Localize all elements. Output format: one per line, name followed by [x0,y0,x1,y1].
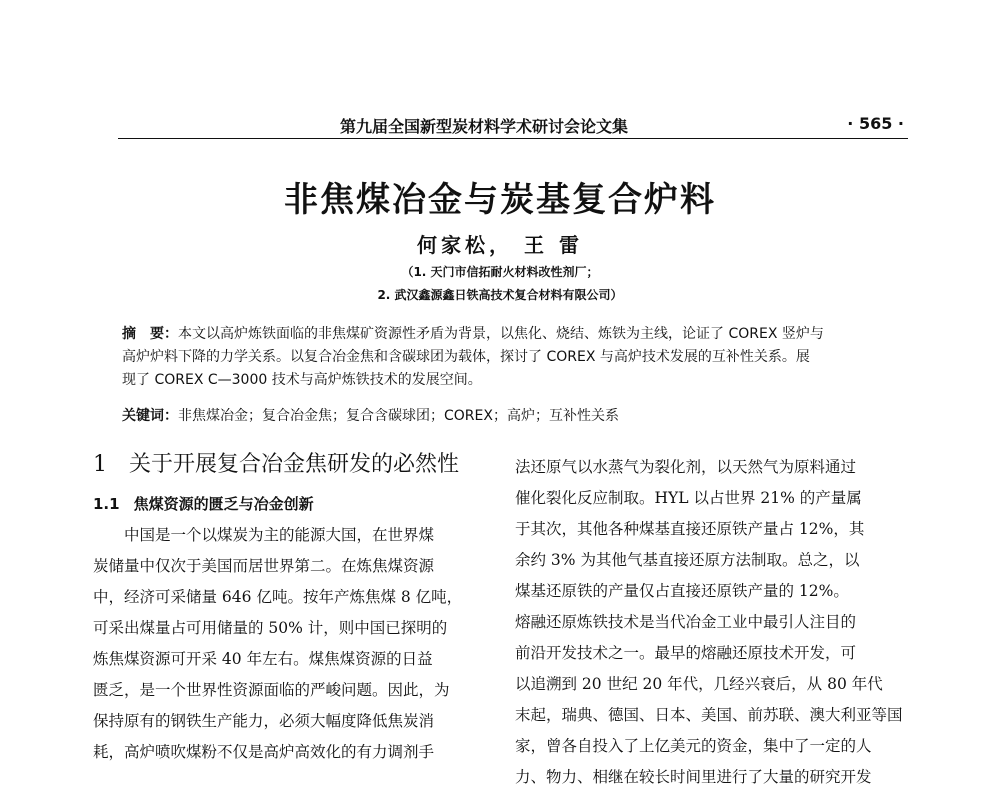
running-header [118,114,908,139]
authors: 何家松， 王 雷 [417,233,583,257]
journal-title: 第九届全国新型炭材料学术研讨会论文集 [340,117,629,136]
text-line: 可采出煤量占可用储量的 50% 计，则中国已探明的 [93,619,448,637]
affiliation-2: 2. 武汉鑫源鑫日铁高技术复合材料有限公司） [377,288,623,302]
section-heading: 1 关于开展复合冶金焦研发的必然性 [93,452,460,477]
text-line: 家，曾各自投入了上亿美元的资金，集中了一定的人 [515,737,872,755]
text-line: 熔融还原炼铁技术是当代冶金工业中最引人注目的 [515,613,857,631]
text-line: 炭储量中仅次于美国而居世界第二。在炼焦煤资源 [93,557,435,575]
subsection-heading: 1.1 焦煤资源的匮乏与冶金创新 [93,495,314,513]
text-line: 力、物力、相继在较长时间里进行了大量的研究开发 [515,768,872,786]
affiliation-1: （1. 天门市信拓耐火材料改性剂厂； [401,265,599,279]
text-line: 法还原气以水蒸气为裂化剂，以天然气为原料通过 [515,458,857,476]
text-line: 匮乏，是一个世界性资源面临的严峻问题。因此，为 [93,681,450,699]
left-column [93,452,485,768]
abstract-line: 摘 要：本文以高炉炼铁面临的非焦煤矿资源性矛盾为背景，以焦化、烧结、炼铁为主线，论证了 COREX 竖炉与 [122,326,824,342]
abstract-line: 现了 COREX C—3000 技术与高炉炼铁技术的发展空间。 [122,372,482,388]
abstract-line: 高炉炉料下降的力学关系。以复合冶金焦和含碳球团为载体，探讨了 COREX 与高炉技术发展的互补性关系。展 [122,349,810,365]
text-line: 末起，瑞典、德国、日本、美国、前苏联、澳大利亚等国 [515,706,903,724]
text-line: 炼焦煤资源可开采 40 年左右。煤焦煤资源的日益 [93,650,433,668]
text-line: 煤基还原铁的产量仅占直接还原铁产量的 12%。 [515,582,849,600]
text-line: 保持原有的钢铁生产能力，必须大幅度降低焦炭消 [93,712,435,730]
keywords-text: 非焦煤冶金；复合冶金焦；复合含碳球团；COREX；高炉；互补性关系 [178,408,619,424]
text-line: 耗，高炉喷吹煤粉不仅是高炉高效化的有力调剂手 [93,743,435,761]
text-line: 以追溯到 20 世纪 20 年代，几经兴衰后，从 80 年代 [515,675,883,693]
text-line: 催化裂化反应制取。HYL 以占世界 21% 的产量属 [515,489,862,507]
keywords [122,405,892,425]
text-line: 中，经济可采储量 646 亿吨。按年产炼焦煤 8 亿吨， [93,588,463,606]
body-paragraph [93,520,485,768]
abstract [122,323,892,392]
text-line: 于其次，其他各种煤基直接还原铁产量占 12%，其 [515,520,865,538]
paper-title: 非焦煤冶金与炭基复合炉料 [284,180,716,220]
keywords-label: 关键词： [122,408,178,424]
page-number: · 565 · [847,114,904,133]
abstract-label: 摘 要： [122,326,178,342]
text-line: 前沿开发技术之一。最早的熔融还原技术开发，可 [515,644,857,662]
right-column [515,452,910,793]
text-line: 余约 3% 为其他气基直接还原方法制取。总之，以 [515,551,860,569]
text-line: 中国是一个以煤炭为主的能源大国，在世界煤 [124,526,435,544]
